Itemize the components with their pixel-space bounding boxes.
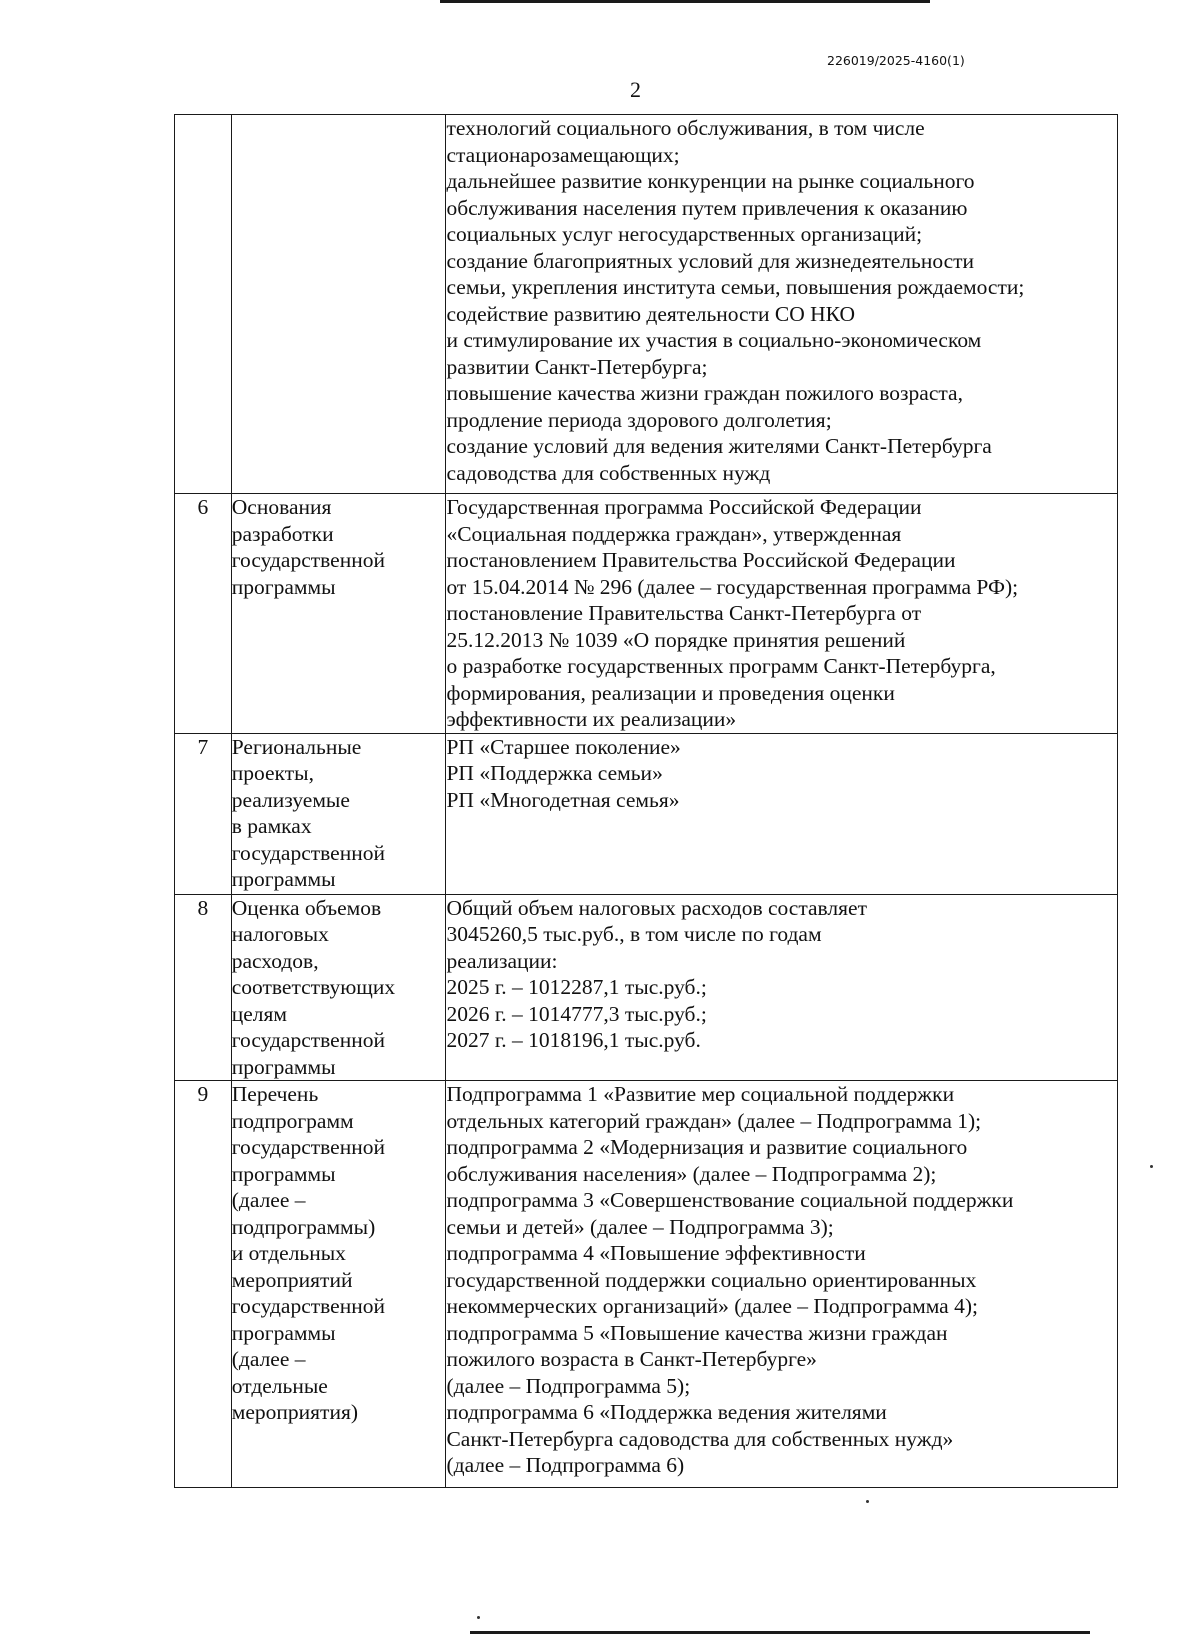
row-parameter-value <box>446 733 1118 894</box>
program-passport-table <box>174 114 1118 1488</box>
row-parameter-value <box>446 894 1118 1081</box>
document-id: 226019/2025-4160(1) <box>827 53 965 68</box>
parameter-name-line: программы <box>231 1054 336 1079</box>
parameter-name-line: разработки <box>231 521 334 546</box>
parameter-value-line: постановление Правительства Санкт-Петербурга от <box>446 601 922 625</box>
parameter-value-line: создание благоприятных условий для жизнедеятельности <box>446 248 975 273</box>
parameter-value-line: постановлением Правительства Российской Федерации <box>446 548 956 572</box>
parameter-value-line: подпрограмма 6 «Поддержка ведения жителями <box>446 1400 887 1424</box>
parameter-name-line: программы <box>231 1161 336 1186</box>
parameter-value-line: технологий социального обслуживания, в том числе <box>446 116 925 140</box>
parameter-name-line: в рамках <box>231 814 312 838</box>
parameter-value-line: формирования, реализации и проведения оценки <box>446 680 895 705</box>
parameter-name-line: подпрограммы) <box>231 1214 376 1239</box>
parameter-value-line: повышение качества жизни граждан пожилого возраста, <box>446 381 963 405</box>
parameter-value-line: продление периода здорового долголетия; <box>446 407 832 432</box>
parameter-value-line: Общий объем налоговых расходов составляет <box>446 895 867 920</box>
scan-edge-top <box>440 0 930 3</box>
scan-speck <box>866 1500 869 1503</box>
parameter-value-line: подпрограмма 5 «Повышение качества жизни граждан <box>446 1320 948 1345</box>
parameter-value-line: семьи и детей» (далее – Подпрограмма 3); <box>446 1214 834 1239</box>
row-number: 7 <box>175 733 232 894</box>
scan-speck <box>477 1616 480 1619</box>
parameter-name-line: проекты, <box>231 761 314 785</box>
parameter-value-line: эффективности их реализации» <box>446 707 737 731</box>
parameter-value-line: о разработке государственных программ Санкт-Петербурга, <box>446 654 996 678</box>
row-parameter-name <box>231 1081 446 1488</box>
parameter-name-line: государственной <box>231 1294 385 1318</box>
parameter-name-line: реализуемые <box>231 787 350 812</box>
parameter-value-line: 3045260,5 тыс.руб., в том числе по годам <box>446 922 822 946</box>
parameter-name-line: Региональные <box>231 734 362 759</box>
parameter-name-line: государственной <box>231 1028 385 1052</box>
parameter-value-line: подпрограмма 3 «Совершенствование социальной поддержки <box>446 1188 1014 1212</box>
parameter-name-line: соответствующих <box>231 975 396 999</box>
parameter-name-line: государственной <box>231 840 385 865</box>
parameter-value-line: 2025 г. – 1012287,1 тыс.руб.; <box>446 975 707 999</box>
row-parameter-name <box>231 894 446 1081</box>
parameter-value-line: 2026 г. – 1014777,3 тыс.руб.; <box>446 1001 707 1026</box>
parameter-name-line: и отдельных <box>231 1241 346 1265</box>
parameter-value-line: подпрограмма 2 «Модернизация и развитие социального <box>446 1135 968 1159</box>
parameter-name-line: подпрограмм <box>231 1108 354 1133</box>
parameter-value-line: Подпрограмма 1 «Развитие мер социальной поддержки <box>446 1082 955 1106</box>
parameter-name-line: (далее – <box>231 1188 306 1212</box>
row-parameter-name <box>231 494 446 734</box>
row-number: 8 <box>175 894 232 1081</box>
parameter-name-line: расходов, <box>231 948 319 973</box>
parameter-value-line: (далее – Подпрограмма 5); <box>446 1373 691 1398</box>
parameter-name-line: Основания <box>231 495 332 519</box>
parameter-value-line: дальнейшее развитие конкуренции на рынке социального <box>446 169 975 193</box>
parameter-value-line: 2027 г. – 1018196,1 тыс.руб. <box>446 1028 701 1052</box>
parameter-name-line: мероприятий <box>231 1267 353 1292</box>
parameter-name-line: целям <box>231 1001 288 1026</box>
row-parameter-name <box>231 115 446 494</box>
parameter-name-line: программы <box>231 1320 336 1345</box>
parameter-name-line: налоговых <box>231 922 329 946</box>
parameter-value-line: садоводства для собственных нужд <box>446 460 771 485</box>
parameter-value-line: подпрограмма 4 «Повышение эффективности <box>446 1241 866 1265</box>
parameter-name-line: государственной <box>231 1135 385 1159</box>
parameter-name-line: программы <box>231 867 336 891</box>
parameter-value-line: создание условий для ведения жителями Санкт-Петербурга <box>446 434 992 458</box>
parameter-value-line: 25.12.2013 № 1039 «О порядке принятия решений <box>446 627 906 652</box>
parameter-value-line: содействие развитию деятельности СО НКО <box>446 301 855 326</box>
parameter-value-line: РП «Поддержка семьи» <box>446 761 663 785</box>
parameter-name-line: Перечень <box>231 1082 319 1106</box>
parameter-name-line: отдельные <box>231 1373 328 1398</box>
row-number: 9 <box>175 1081 232 1488</box>
parameter-value-line: Государственная программа Российской Федерации <box>446 495 922 519</box>
row-parameter-value <box>446 494 1118 734</box>
parameter-value-line: развитии Санкт-Петербурга; <box>446 354 708 379</box>
parameter-value-line: РП «Старшее поколение» <box>446 734 681 759</box>
parameter-value-line: от 15.04.2014 № 296 (далее – государственная программа РФ); <box>446 574 1019 599</box>
page-number: 2 <box>630 77 641 102</box>
parameter-value-line: семьи, укрепления института семьи, повышения рождаемости; <box>446 275 1025 299</box>
table-row <box>175 733 1118 894</box>
parameter-value-line: пожилого возраста в Санкт-Петербурге» <box>446 1347 817 1371</box>
parameter-name-line: мероприятия) <box>231 1400 358 1424</box>
parameter-value-line: отдельных категорий граждан» (далее – Подпрограмма 1); <box>446 1108 982 1133</box>
row-parameter-value <box>446 115 1118 494</box>
parameter-value-line: государственной поддержки социально ориентированных <box>446 1267 977 1292</box>
parameter-name-line: программы <box>231 574 336 599</box>
parameter-value-line: социальных услуг негосударственных организаций; <box>446 222 923 246</box>
parameter-value-line: «Социальная поддержка граждан», утвержденная <box>446 521 902 546</box>
parameter-value-line: Санкт-Петербурга садоводства для собственных нужд» <box>446 1426 954 1451</box>
parameter-name-line: (далее – <box>231 1347 306 1371</box>
table-row <box>175 894 1118 1081</box>
parameter-value-line: стационарозамещающих; <box>446 142 680 167</box>
table-row <box>175 494 1118 734</box>
table-row <box>175 115 1118 494</box>
parameter-value-line: обслуживания населения» (далее – Подпрограмма 2); <box>446 1161 937 1186</box>
parameter-value-line: некоммерческих организаций» (далее – Подпрограмма 4); <box>446 1294 978 1318</box>
row-number: 6 <box>175 494 232 734</box>
scan-speck <box>1150 1165 1153 1168</box>
parameter-name-line: государственной <box>231 548 385 572</box>
parameter-value-line: обслуживания населения путем привлечения к оказанию <box>446 195 968 220</box>
row-number <box>175 115 232 494</box>
parameter-value-line: и стимулирование их участия в социально-экономическом <box>446 328 982 352</box>
row-parameter-name <box>231 733 446 894</box>
parameter-value-line: (далее – Подпрограмма 6) <box>446 1453 685 1477</box>
parameter-value-line: РП «Многодетная семья» <box>446 787 680 812</box>
row-parameter-value <box>446 1081 1118 1488</box>
parameter-name-line: Оценка объемов <box>231 895 382 920</box>
table-row <box>175 1081 1118 1488</box>
parameter-value-line: реализации: <box>446 948 558 973</box>
